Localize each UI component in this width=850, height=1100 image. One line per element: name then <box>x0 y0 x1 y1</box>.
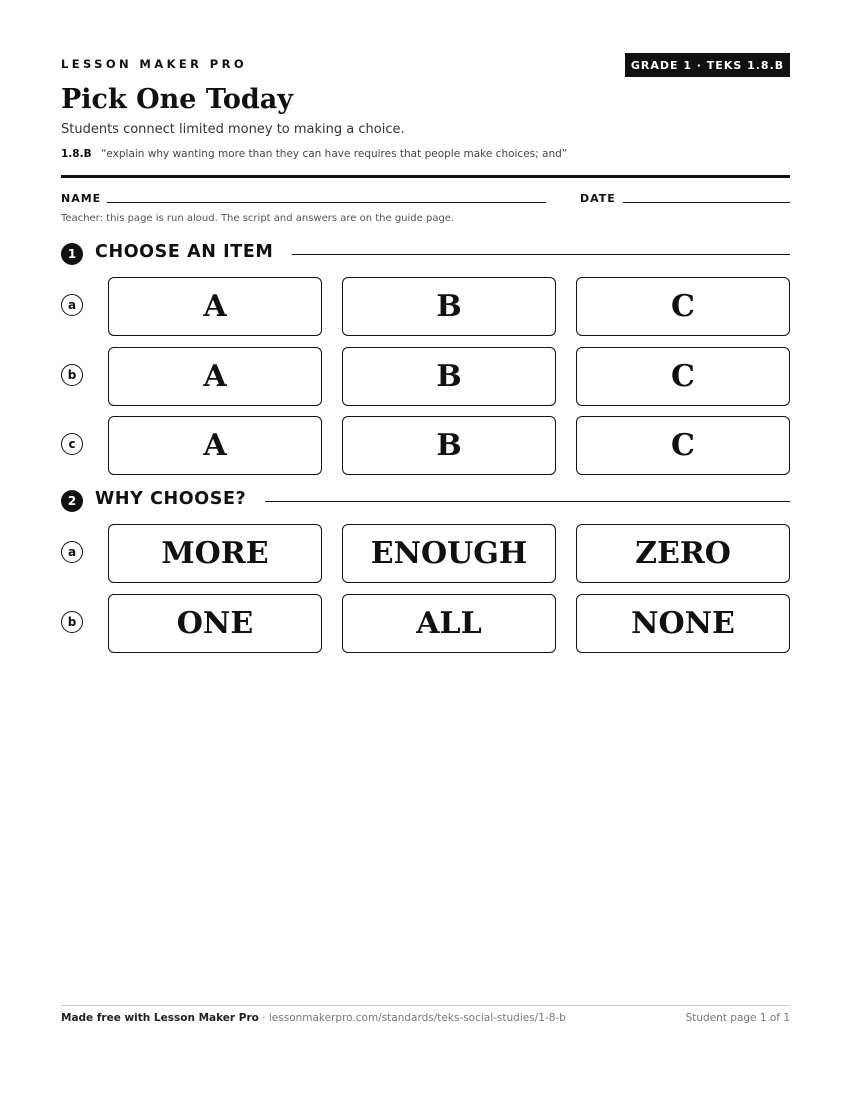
section-2-title: WHY CHOOSE? <box>95 489 247 509</box>
footer-made-with: Made free with Lesson Maker Pro <box>61 1012 259 1024</box>
page-title: Pick One Today <box>61 84 293 115</box>
section-2-number: 2 <box>61 490 83 512</box>
teacher-note: Teacher: this page is run aloud. The script and answers are on the guide page. <box>61 213 455 224</box>
name-label: NAME <box>61 192 102 205</box>
section-2-heading <box>61 489 790 513</box>
footer-separator: · <box>258 1012 269 1024</box>
footer-page-number: Student page 1 of 1 <box>685 1012 790 1024</box>
choice-box[interactable]: MORE <box>108 524 322 583</box>
row-letter: a <box>61 541 83 563</box>
choice-box[interactable]: C <box>576 277 790 336</box>
section-2-rule <box>265 501 790 502</box>
row-letter: a <box>61 294 83 316</box>
section-1-rule <box>292 254 790 255</box>
section-1-row-c <box>61 416 790 475</box>
footer-divider <box>61 1005 790 1006</box>
section-1-number: 1 <box>61 243 83 265</box>
header-divider <box>61 175 790 178</box>
standard-line <box>61 148 567 160</box>
choice-box[interactable]: C <box>576 347 790 406</box>
choice-box[interactable]: C <box>576 416 790 475</box>
choice-box[interactable]: ENOUGH <box>342 524 556 583</box>
section-1-row-a <box>61 277 790 336</box>
name-line[interactable] <box>107 202 546 203</box>
section-2-row-b <box>61 594 790 653</box>
grade-badge: GRADE 1 · TEKS 1.8.B <box>625 53 790 77</box>
footer-credit <box>61 1012 566 1024</box>
section-1-heading <box>61 242 790 266</box>
row-letter: c <box>61 433 83 455</box>
choice-box[interactable]: NONE <box>576 594 790 653</box>
choice-box[interactable]: ZERO <box>576 524 790 583</box>
choice-box[interactable]: A <box>108 347 322 406</box>
section-2-row-a <box>61 524 790 583</box>
date-label: DATE <box>580 192 616 205</box>
choice-box[interactable]: B <box>342 347 556 406</box>
date-line[interactable] <box>623 202 790 203</box>
choice-box[interactable]: ONE <box>108 594 322 653</box>
choice-box[interactable]: ALL <box>342 594 556 653</box>
footer-url[interactable]: lessonmakerpro.com/standards/teks-social-studies/1-8-b <box>268 1012 566 1024</box>
row-letter: b <box>61 364 83 386</box>
section-1-row-b <box>61 347 790 406</box>
choice-box[interactable]: A <box>108 277 322 336</box>
page-subtitle: Students connect limited money to making a choice. <box>61 122 405 137</box>
brand-name: LESSON MAKER PRO <box>61 57 248 71</box>
standard-text: “explain why wanting more than they can have requires that people make choices; and” <box>100 148 568 160</box>
section-1-title: CHOOSE AN ITEM <box>95 242 274 262</box>
choice-box[interactable]: A <box>108 416 322 475</box>
standard-code: 1.8.B <box>61 148 92 160</box>
row-letter: b <box>61 611 83 633</box>
choice-box[interactable]: B <box>342 277 556 336</box>
choice-box[interactable]: B <box>342 416 556 475</box>
